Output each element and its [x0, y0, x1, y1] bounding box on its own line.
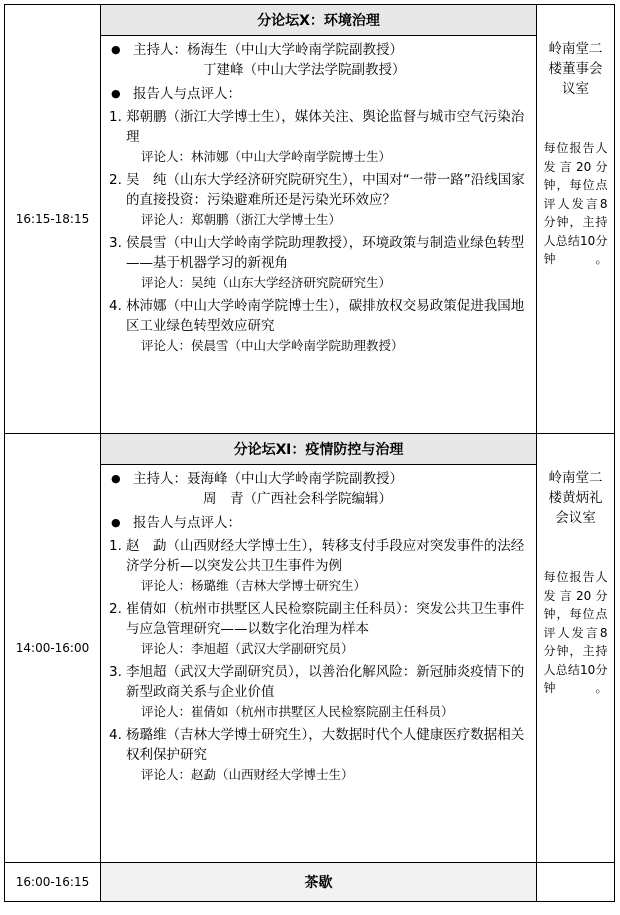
host-name: 聂海峰（中山大学岭南学院副教授）: [187, 471, 403, 487]
session-content: [101, 36, 537, 434]
host-line: [109, 469, 530, 489]
report-item: [109, 725, 530, 765]
session-time: 16:15-18:15: [5, 5, 101, 434]
report-text: 崔倩如（杭州市拱墅区人民检察院副主任科员）：突发公共卫生事件与应急管理研究——以数字化治理为样本: [126, 601, 525, 637]
venue-cell: [537, 434, 615, 863]
reporters-heading: ● 报告人与点评人：: [109, 84, 530, 104]
reviewer-line: 评论人：郑朝鹏（浙江大学博士生）: [141, 212, 342, 227]
report-text: 李旭超（武汉大学副研究员），以善治化解风险：新冠肺炎疫情下的新型政商关系与企业价值: [126, 664, 525, 700]
session-time: 14:00-16:00: [5, 434, 101, 863]
report-item: [109, 296, 530, 336]
host-label: 主持人：: [133, 42, 187, 58]
report-text: 侯晨雪（中山大学岭南学院助理教授），环境政策与制造业绿色转型——基于机器学习的新视角: [126, 235, 525, 271]
report-text: 赵 勐（山西财经大学博士生），转移支付手段应对突发事件的法经济学分析—以突发公共卫生事件为例: [126, 538, 525, 574]
report-item: [109, 599, 530, 639]
reviewer-line: 评论人：赵勐（山西财经大学博士生）: [141, 767, 354, 782]
reviewer-line: 评论人：侯晨雪（中山大学岭南学院助理教授）: [141, 338, 404, 353]
session-title: 分论坛Ⅹ：环境治理: [101, 5, 537, 36]
report-item: [109, 233, 530, 273]
tea-label: 茶歇: [101, 863, 537, 902]
time-rule-note: 每位报告人发言20分钟，每位点评人发言8分钟，主持人总结10分钟。: [543, 570, 608, 695]
reporters-heading: ● 报告人与点评人：: [109, 513, 530, 533]
item-number: 1.: [109, 109, 122, 125]
report-text: 林沛娜（中山大学岭南学院博士生），碳排放权交易政策促进我国地区工业绿色转型效应研究: [126, 298, 525, 334]
schedule-table: [4, 4, 615, 902]
report-text: 吴 纯（山东大学经济研究院研究生），中国对“一带一路”沿线国家的直接投资：污染避难所还是污染光环效应？: [126, 172, 525, 208]
reviewer-line: 评论人：杨璐维（吉林大学博士研究生）: [141, 578, 367, 593]
session-title: 分论坛Ⅺ：疫情防控与治理: [101, 434, 537, 465]
tea-time: 16:00-16:15: [5, 863, 101, 902]
report-item: [109, 536, 530, 576]
item-number: 4.: [109, 298, 122, 314]
venue-name: 岭南堂二楼黄炳礼会议室: [548, 470, 603, 526]
item-number: 1.: [109, 538, 122, 554]
venue-cell: [537, 5, 615, 434]
reviewer-line: 评论人：李旭超（武汉大学副研究员）: [141, 641, 354, 656]
item-number: 4.: [109, 727, 122, 743]
item-number: 2.: [109, 172, 122, 188]
report-item: [109, 662, 530, 702]
host-name: 周 青（广西社会科学院编辑）: [203, 491, 392, 507]
host-label: 主持人：: [133, 471, 187, 487]
item-number: 3.: [109, 235, 122, 251]
item-number: 2.: [109, 601, 122, 617]
time-rule-note: 每位报告人发言20分钟，每位点评人发言8分钟，主持人总结10分钟。: [543, 141, 608, 266]
session-xi-title-row: [5, 434, 615, 465]
report-item: [109, 107, 530, 147]
session-x-title-row: [5, 5, 615, 36]
host-line: [109, 40, 530, 60]
tea-break-row: [5, 863, 615, 902]
reviewer-line: 评论人：吴纯（山东大学经济研究院研究生）: [141, 275, 392, 290]
reviewer-line: 评论人：崔倩如（杭州市拱墅区人民检察院副主任科员）: [141, 704, 454, 719]
report-item: [109, 170, 530, 210]
report-text: 杨璐维（吉林大学博士研究生），大数据时代个人健康医疗数据相关权利保护研究: [126, 727, 525, 763]
item-number: 3.: [109, 664, 122, 680]
host-name: 丁建峰（中山大学法学院副教授）: [203, 62, 406, 78]
session-content: [101, 465, 537, 863]
host-name: 杨海生（中山大学岭南学院副教授）: [187, 42, 403, 58]
tea-empty-cell: [537, 863, 615, 902]
report-text: 郑朝鹏（浙江大学博士生），媒体关注、舆论监督与城市空气污染治理: [126, 109, 525, 145]
reviewer-line: 评论人：林沛娜（中山大学岭南学院博士生）: [141, 149, 392, 164]
venue-name: 岭南堂二楼董事会议室: [548, 41, 603, 97]
